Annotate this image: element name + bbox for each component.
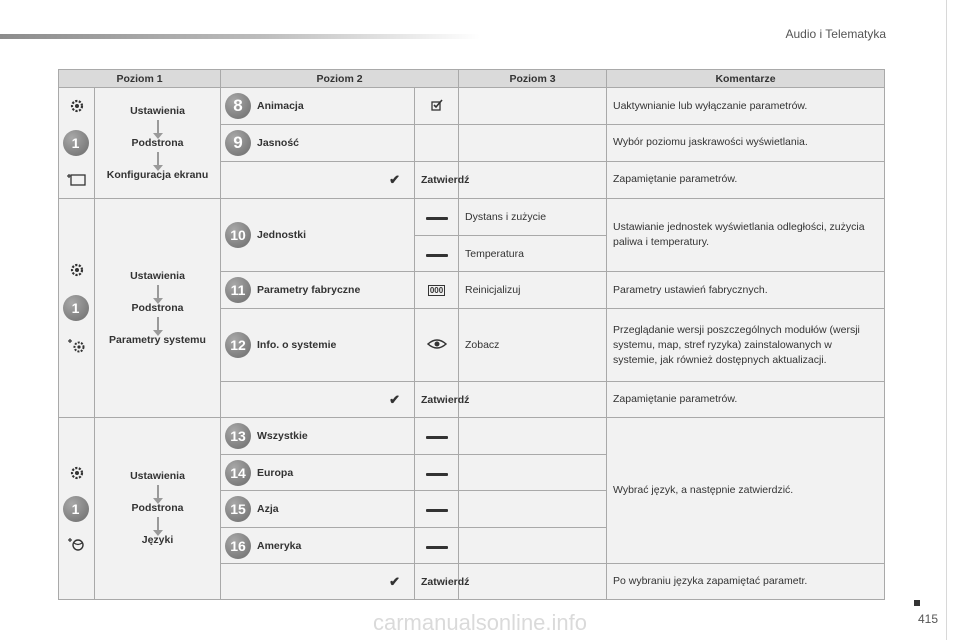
level2-cell: [221, 491, 415, 528]
watermark: carmanualsonline.info: [372, 610, 588, 635]
level3-cell: [459, 125, 607, 161]
flow-step: Ustawienia: [130, 470, 185, 482]
comment-cell: Wybrać język, a następnie zatwierdzić.: [607, 418, 885, 564]
confirm-icon-cell: [221, 382, 415, 418]
level2-label: Jednostki: [257, 229, 307, 241]
level3-icon-cell: [415, 272, 459, 309]
level2-cell: [221, 88, 415, 125]
level1-flow: [95, 418, 221, 600]
flow-step: Ustawienia: [130, 269, 185, 282]
arrow-down-icon: [157, 152, 159, 166]
level2-icon-cell: [415, 88, 459, 125]
screen-config-icon: [66, 169, 88, 191]
column-header-level3: Poziom 3: [459, 70, 607, 88]
step-badge: 1: [63, 130, 89, 156]
flow-step: Ustawienia: [130, 104, 185, 117]
step-badge: 10: [225, 222, 251, 248]
column-header-comments: Komentarze: [607, 70, 885, 88]
flow-step: Języki: [141, 534, 174, 546]
level2-label: Wszystkie: [257, 430, 308, 442]
comment-cell: Przeglądanie wersji poszczególnych modułów (wersji systemu, map, stref ryzyka) zainstalowanych w systemie, jak również dostępnych aktualizacji.: [607, 309, 885, 382]
level2-label: Ameryka: [257, 539, 302, 552]
gear-icon: [66, 462, 88, 484]
comment-cell: Wybór poziomu jaskrawości wyświetlania.: [607, 125, 885, 161]
level1-icons: [59, 88, 95, 199]
level3-cell: [459, 382, 607, 418]
level3-cell: [459, 161, 607, 198]
step-badge: 1: [63, 496, 89, 522]
level2-cell: [221, 455, 415, 491]
dash-icon: [426, 546, 448, 549]
checkmark-icon: ✔: [389, 573, 400, 589]
confirm-icon-cell: [221, 564, 415, 600]
level2-label: Zatwierdź: [415, 382, 459, 418]
level2-label: Info. o systemie: [257, 339, 337, 351]
comment-cell: Parametry ustawień fabrycznych.: [607, 272, 885, 309]
level3-cell: [459, 455, 607, 491]
flow-step: Podstrona: [131, 502, 184, 514]
level2-label: Zatwierdź: [415, 564, 459, 600]
level2-label: Europa: [257, 466, 294, 479]
dash-icon: [426, 509, 448, 512]
level2-label: Jasność: [257, 136, 300, 149]
level3-cell: [459, 491, 607, 528]
level2-label: Zatwierdź: [415, 161, 459, 198]
dash-icon: [426, 254, 448, 257]
flow-step: Podstrona: [131, 301, 184, 314]
step-badge: 1: [63, 295, 89, 321]
level2-label: Azja: [257, 503, 279, 515]
level3-cell: Zobacz: [459, 309, 607, 382]
step-badge: 12: [225, 332, 251, 358]
column-header-level1: Poziom 1: [59, 70, 221, 88]
gear-icon: [66, 95, 88, 117]
step-badge: 13: [225, 423, 251, 449]
step-badge: 9: [225, 130, 251, 156]
arrow-down-icon: [157, 485, 159, 499]
level2-cell: [221, 125, 415, 161]
language-icon: [66, 534, 88, 556]
flow-step: Parametry systemu: [109, 333, 206, 346]
column-header-level2: Poziom 2: [221, 70, 459, 88]
flow-step: Podstrona: [131, 136, 184, 149]
checkmark-icon: ✔: [389, 171, 400, 187]
dash-icon: [426, 217, 448, 220]
comment-cell: Po wybraniu języka zapamiętać parametr.: [607, 564, 885, 600]
level3-cell: Temperatura: [459, 236, 607, 272]
comment-cell: Zapamiętanie parametrów.: [607, 161, 885, 198]
dash-icon: [426, 436, 448, 439]
level3-icon-cell: [415, 418, 459, 455]
level2-icon-cell: [415, 125, 459, 161]
level2-label: Parametry fabryczne: [257, 284, 361, 296]
table-row: [59, 418, 885, 455]
level3-icon-cell: [415, 455, 459, 491]
reset-icon: 000: [429, 286, 444, 295]
level3-cell: [459, 418, 607, 455]
table-row: [59, 88, 885, 125]
arrow-down-icon: [157, 120, 159, 134]
system-settings-icon: [66, 335, 88, 357]
step-badge: 15: [225, 496, 251, 522]
level2-cell: [221, 272, 415, 309]
arrow-down-icon: [157, 517, 159, 531]
table-row: [59, 199, 885, 236]
step-badge: 8: [225, 93, 251, 119]
level3-cell: [459, 564, 607, 600]
confirm-icon-cell: [221, 161, 415, 198]
level3-cell: [459, 528, 607, 564]
level2-cell: [221, 309, 415, 382]
eye-icon: [427, 338, 447, 350]
level3-cell: [459, 88, 607, 125]
arrow-down-icon: [157, 317, 159, 331]
level2-cell: [221, 418, 415, 455]
flow-step: Konfiguracja ekranu: [106, 168, 209, 181]
level3-cell: Dystans i zużycie: [459, 199, 607, 236]
level1-flow: [95, 88, 221, 199]
level3-icon-cell: [415, 236, 459, 272]
comment-cell: Zapamiętanie parametrów.: [607, 382, 885, 418]
step-badge: 14: [225, 460, 251, 486]
level3-cell: Reinicjalizuj: [459, 272, 607, 309]
gear-icon: [66, 259, 88, 281]
level3-icon-cell: [415, 491, 459, 528]
dash-icon: [426, 473, 448, 476]
header-title: Audio i Telematyka: [785, 27, 886, 41]
checkbox-icon: [431, 99, 443, 111]
settings-table: [58, 69, 885, 600]
level1-icons: [59, 199, 95, 418]
page-marker: [914, 600, 920, 606]
right-rule: [946, 0, 947, 640]
step-badge: 11: [225, 277, 251, 303]
header-bar: [0, 34, 480, 39]
checkmark-icon: ✔: [389, 391, 400, 407]
comment-cell: Uaktywnianie lub wyłączanie parametrów.: [607, 88, 885, 125]
arrow-down-icon: [157, 285, 159, 299]
level2-cell: [221, 528, 415, 564]
comment-cell: Ustawianie jednostek wyświetlania odległości, zużycia paliwa i temperatury.: [607, 199, 885, 272]
table-header-row: [59, 70, 885, 88]
step-badge: 16: [225, 533, 251, 559]
level2-label: Animacja: [257, 100, 304, 113]
page-number: 415: [917, 612, 938, 626]
level1-icons: [59, 418, 95, 600]
level3-icon-cell: [415, 528, 459, 564]
level3-icon-cell: [415, 309, 459, 382]
level1-flow: [95, 199, 221, 418]
level2-cell: [221, 199, 415, 272]
level3-icon-cell: [415, 199, 459, 236]
